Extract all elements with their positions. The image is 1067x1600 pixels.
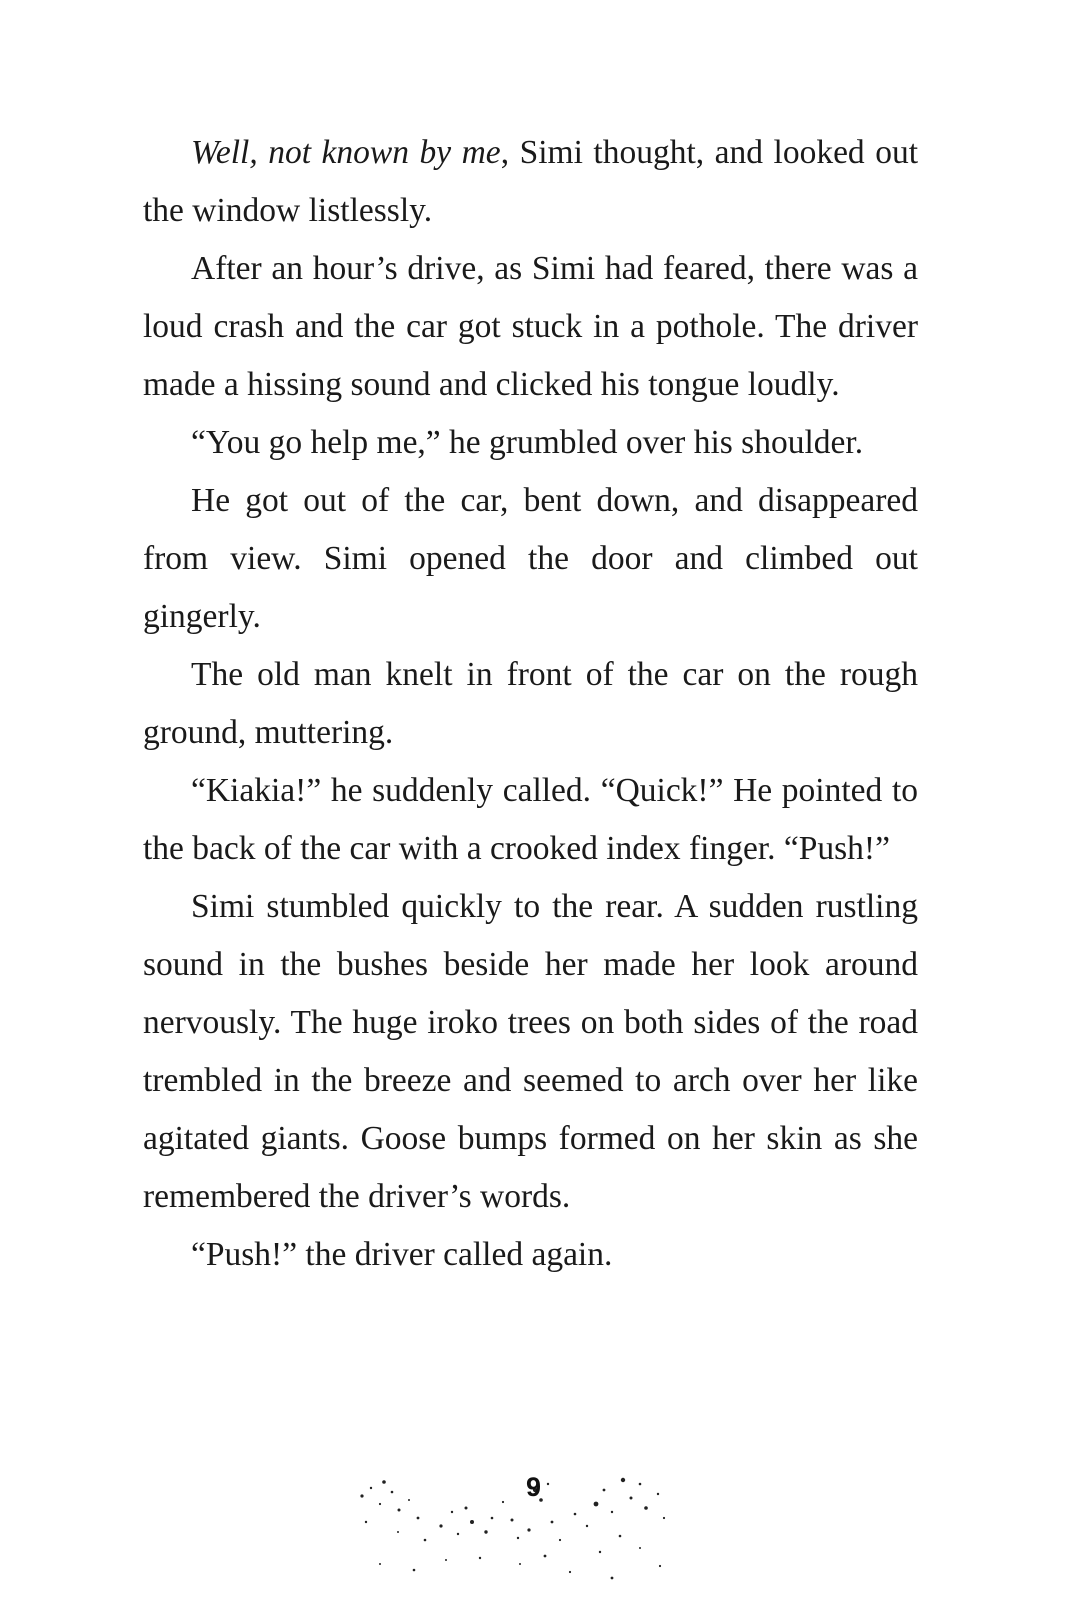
paragraph-text: He got out of the car, bent down, and disappeared from view. Simi opened the door and climbed out gingerly. xyxy=(143,482,918,635)
paragraph xyxy=(143,762,918,878)
paragraph xyxy=(143,878,918,1226)
paragraph-text: “You go help me,” he grumbled over his shoulder. xyxy=(191,424,864,461)
paragraph xyxy=(143,124,918,240)
paragraph xyxy=(143,1226,918,1284)
paragraph-text: Simi stumbled quickly to the rear. A sudden rustling sound in the bushes beside her made her look around nervously. The huge iroko trees on both sides of the road trembled in the breeze and seemed to arch over her like agitated giants. Goose bumps formed on her skin as she remembered the driver’s words. xyxy=(143,888,918,1215)
paragraph-text: “Kiakia!” he suddenly called. “Quick!” He pointed to the back of the car with a crooked index finger. “Push!” xyxy=(143,772,918,867)
paragraph xyxy=(143,414,918,472)
paragraph-text: After an hour’s drive, as Simi had feared, there was a loud crash and the car got stuck in a pothole. The driver made a hissing sound and clicked his tongue loudly. xyxy=(143,250,918,403)
paragraph xyxy=(143,240,918,414)
paragraph-text: , Simi thought, and looked out the window listlessly. xyxy=(143,134,919,229)
paragraph xyxy=(143,646,918,762)
italic-lead: Well, not known by me xyxy=(191,134,501,171)
paragraph xyxy=(143,472,918,646)
page-footer xyxy=(0,1460,1067,1600)
paragraph-text: “Push!” the driver called again. xyxy=(191,1236,613,1273)
paragraph-text: The old man knelt in front of the car on the rough ground, muttering. xyxy=(143,656,918,751)
page-number: 9 xyxy=(525,1472,542,1502)
body-text xyxy=(143,124,918,1284)
